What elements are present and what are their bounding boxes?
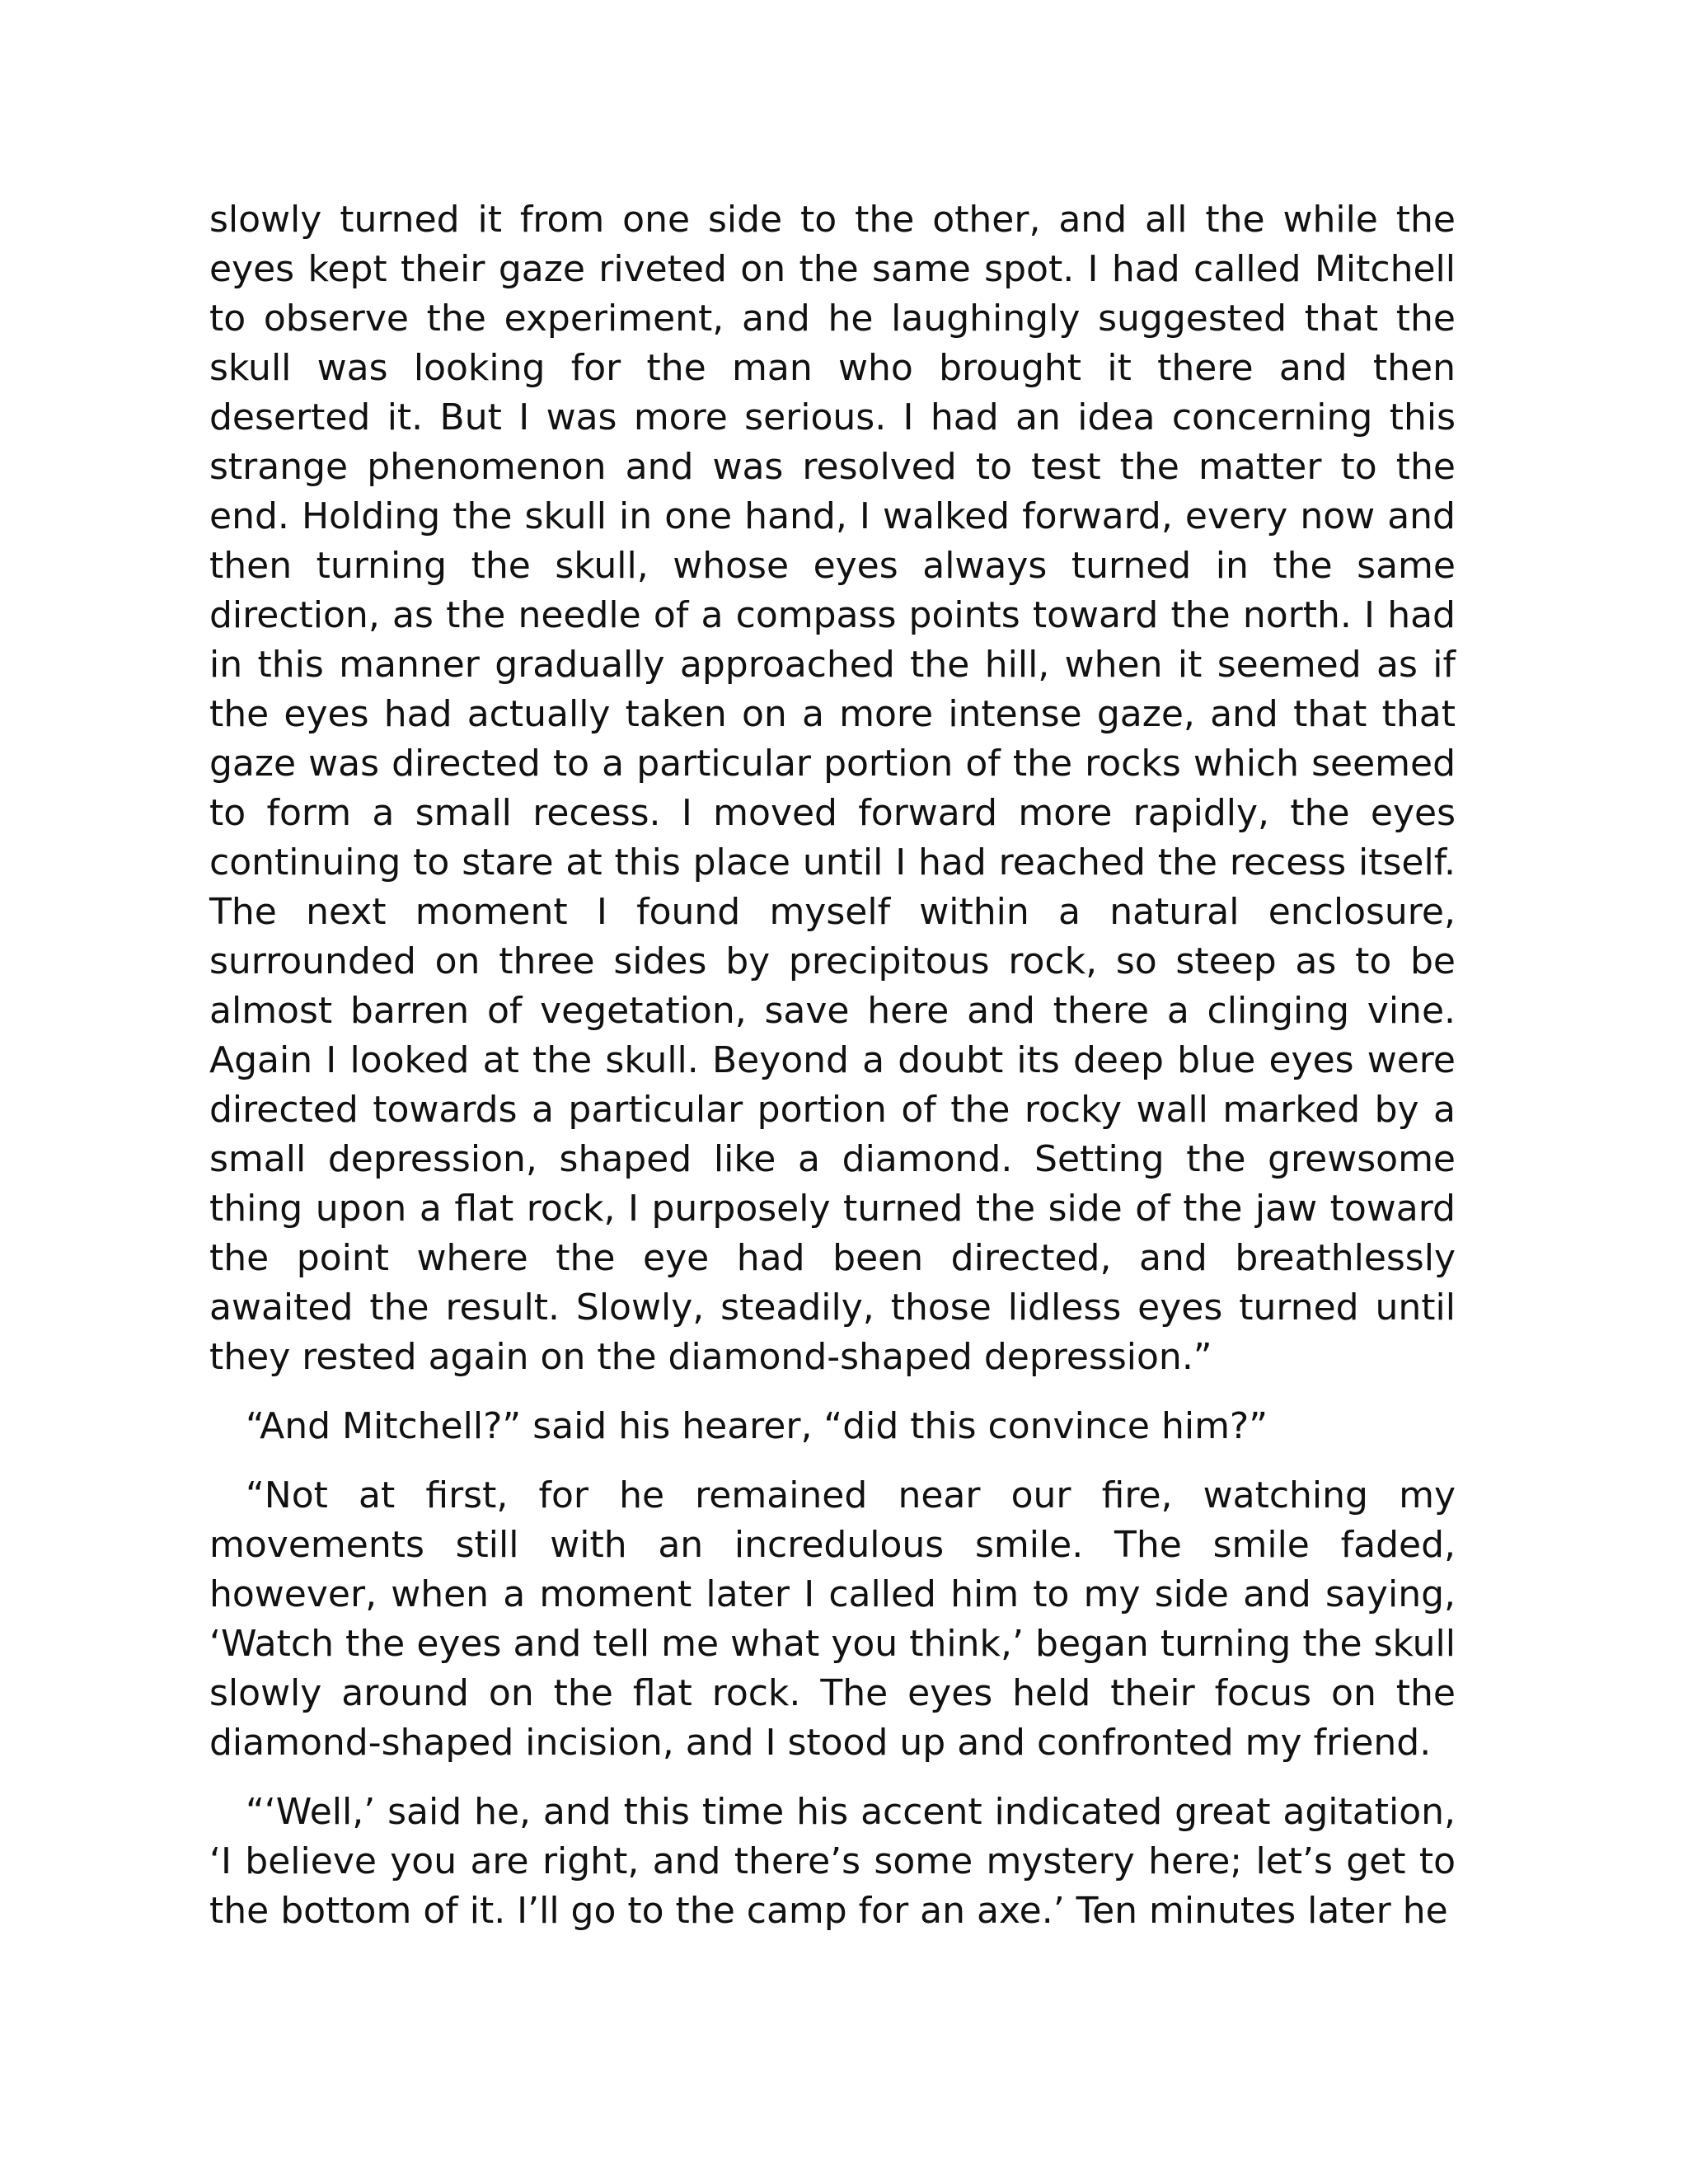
paragraph-mitchell-speech: “‘Well,’ said he, and this time his accent indicated great agitation, ‘I believe you are right, and there’s some mystery here; let’s get to the bottom of it. I’ll go to the camp for an axe.’ Ten minutes later he [209,1791,1456,1932]
document-page [209,195,1456,1956]
paragraph-question: “And Mitchell?” said his hearer, “did this convince him?” [246,1405,1268,1447]
paragraph-reply: “Not at first, for he remained near our fire, watching my movements still with an incredulous smile. The smile faded, however, when a moment later I called him to my side and saying, ‘Watch the eyes and tell me what you think,’ began turning the skull slowly around on the flat rock. The eyes held their focus on the diamond-shaped incision, and I stood up and confronted my friend. [209,1474,1456,1764]
paragraph-continuation: slowly turned it from one side to the other, and all the while the eyes kept their gaze riveted on the same spot. I had called Mitchell to observe the experiment, and he laughingly suggested that the skull was looking for the man who brought it there and then deserted it. But I was more serious. I had an idea concerning this strange phenomenon and was resolved to test the matter to the end. Holding the skull in one hand, I walked forward, every now and then turning the skull, whose eyes always turned in the same direction, as the needle of a compass points toward the north. I had in this manner gradually approached the hill, when it seemed as if the eyes had actually taken on a more intense gaze, and that that gaze was directed to a particular portion of the rocks which seemed to form a small recess. I moved forward more rapidly, the eyes continuing to stare at this place until I had reached the recess itself. The next moment I found myself within a natural enclosure, surrounded on three sides by precipitous rock, so steep as to be almost barren of vegetation, save here and there a clinging vine. Again I looked at the skull. Beyond a doubt its deep blue eyes were directed towards a particular portion of the rocky wall marked by a small depression, shaped like a diamond. Setting the grewsome thing upon a flat rock, I purposely turned the side of the jaw toward the point where the eye had been directed, and breathlessly awaited the result. Slowly, steadily, those lidless eyes turned until they rested again on the diamond-shaped depression.” [209,199,1456,1378]
